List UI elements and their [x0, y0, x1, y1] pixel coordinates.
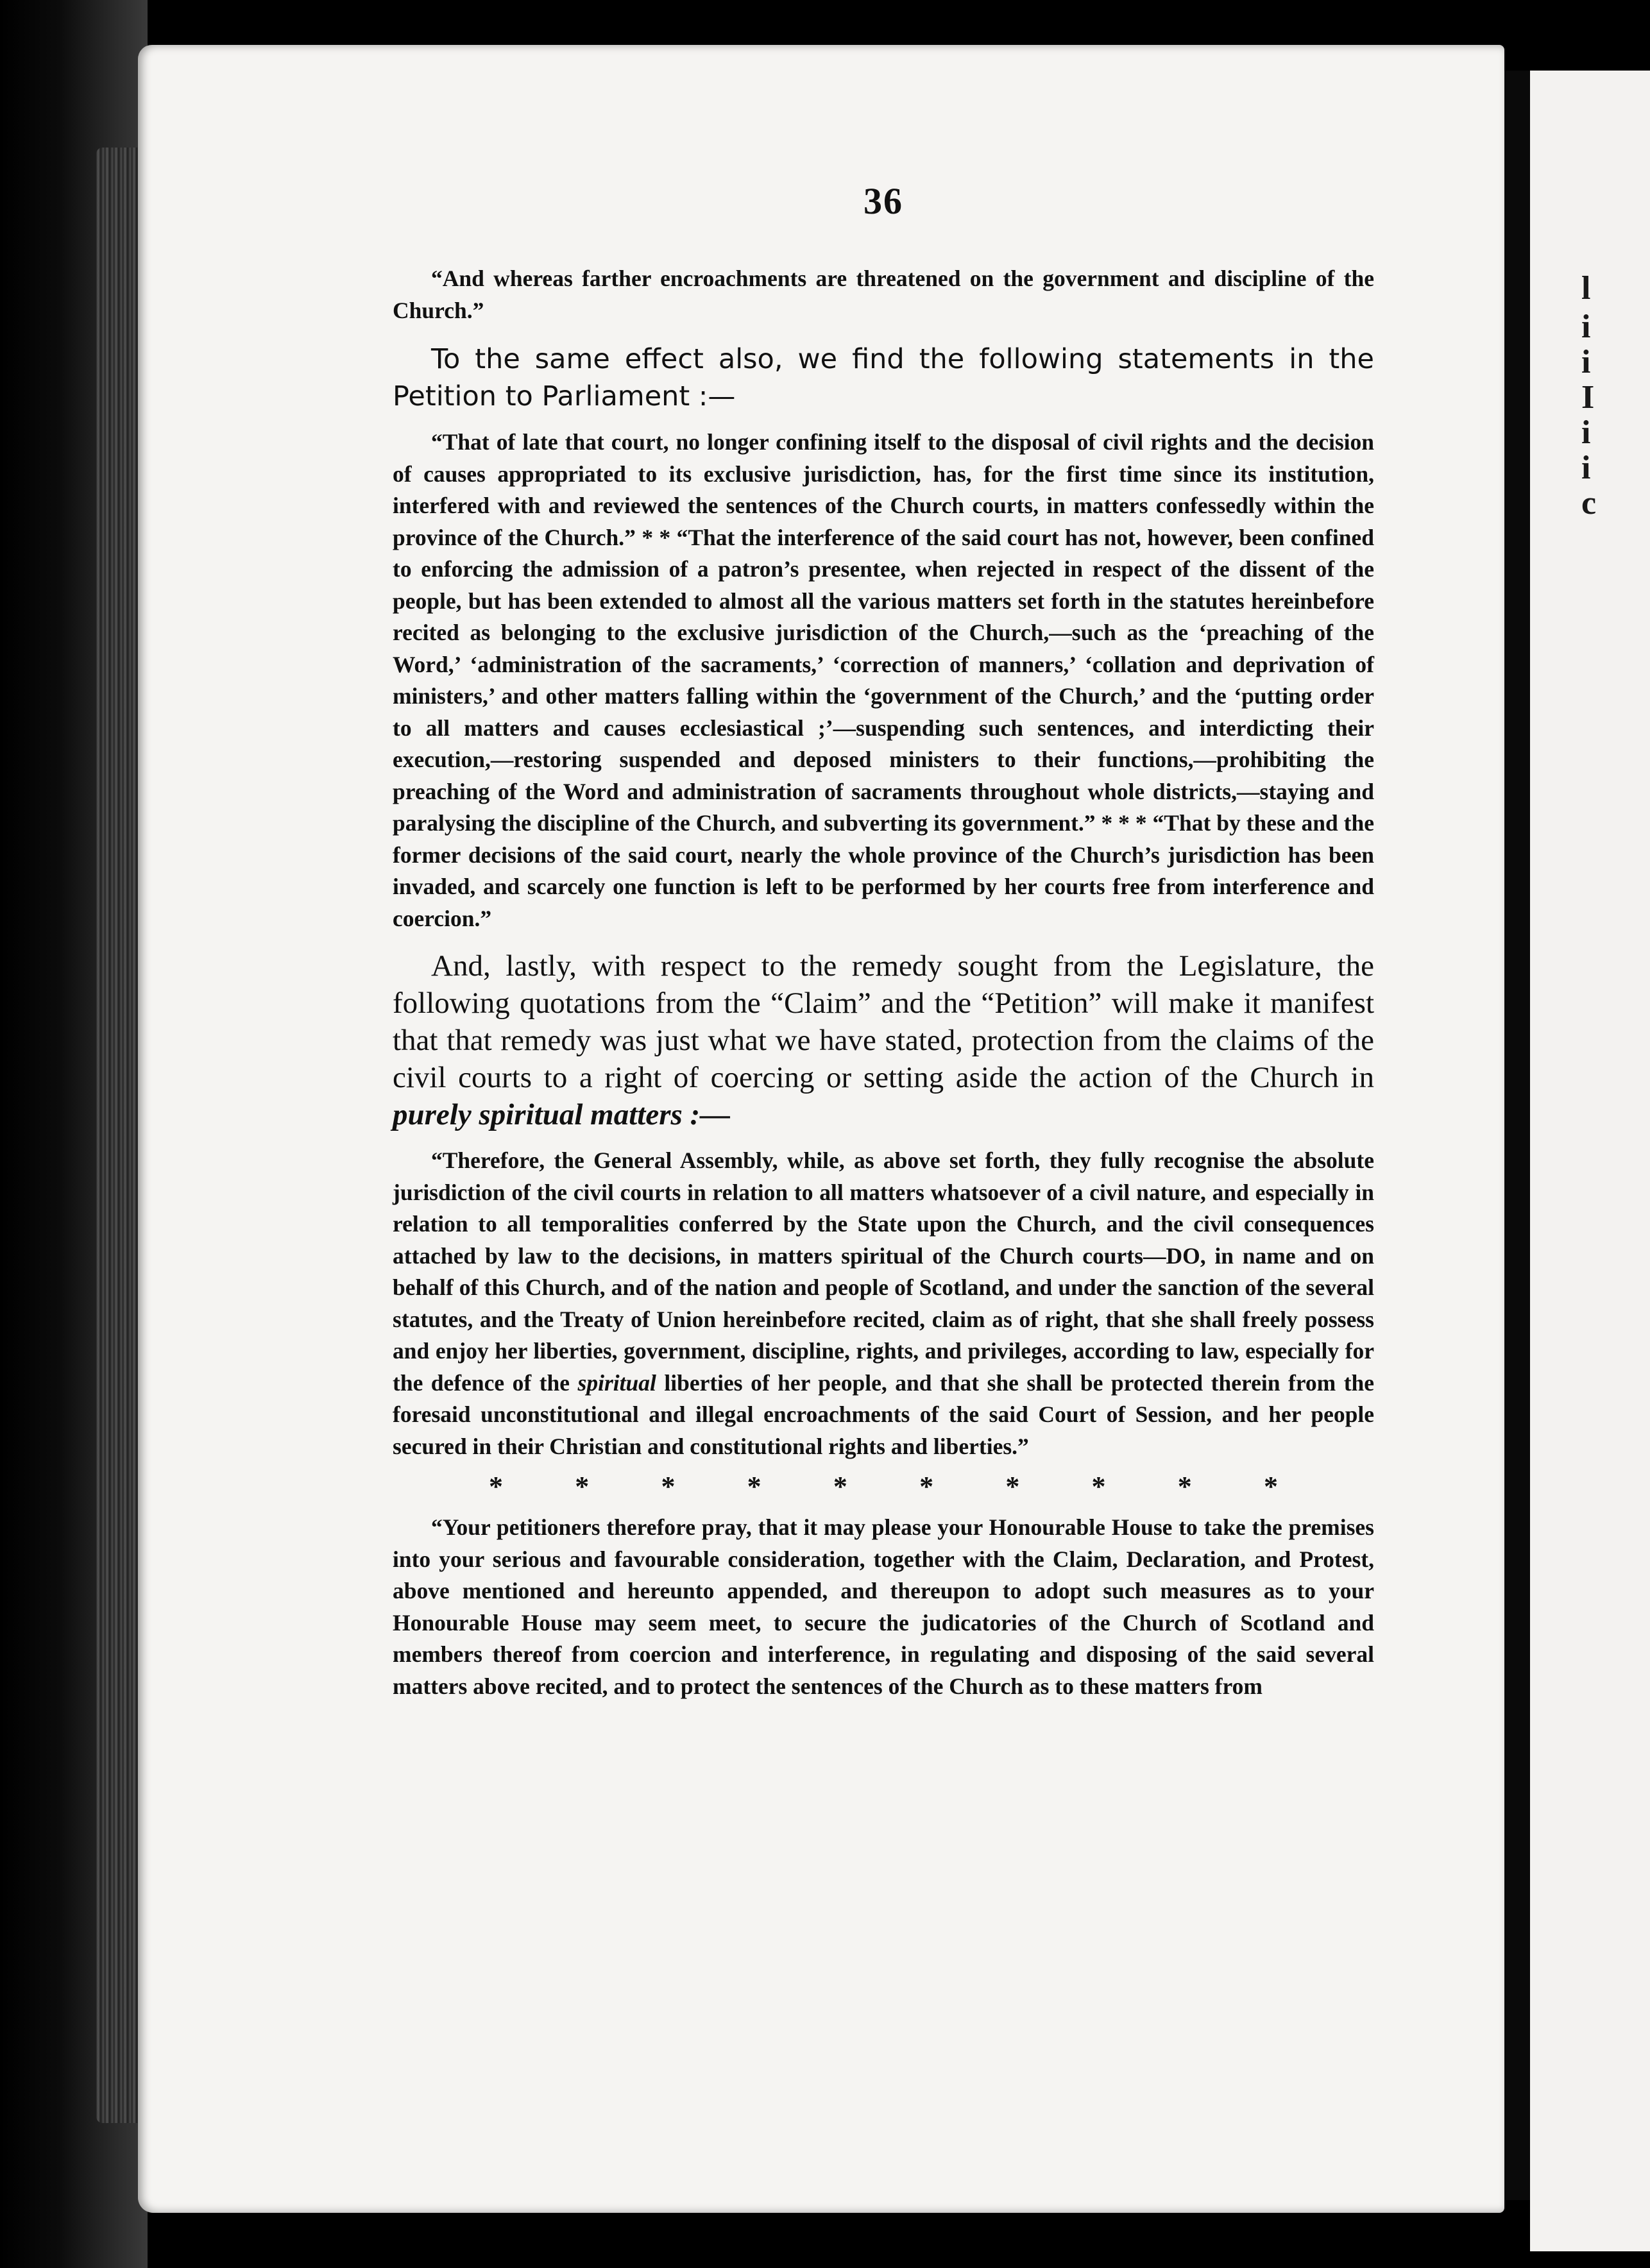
- asterisk: *: [661, 1471, 676, 1502]
- facing-page-char: i: [1581, 414, 1591, 451]
- body-paragraph: [393, 947, 1374, 1133]
- asterisk: *: [575, 1471, 590, 1502]
- quote-text: “Therefore, the General Assembly, while, as above set forth, they fully recognise the absolute jurisdiction of the civil courts in relation to all matters whatsoever of a civil nature, and especially in relation to all temporalities conferred by the State upon the Church, and the civil consequences attached by law to the decisions, in matters spiritual of the Church courts—DO, in name and on behalf of this Church, and of the nation and people of Scotland, and under the sanction of the several statutes, and the Treaty of Union hereinbefore recited, claim as of right, that she shall freely possess and enjoy her liberties, government, discipline, rights, and privileges, according to law, especially for the defence of the: [393, 1147, 1374, 1396]
- facing-page-char: I: [1581, 379, 1595, 416]
- book-gutter: [1504, 71, 1530, 2200]
- emphasis-text: purely spiritual matters :—: [393, 1098, 731, 1131]
- facing-page-char: i: [1581, 309, 1591, 345]
- quote-paragraph: “Your petitioners therefore pray, that it may please your Honourable House to take the premises into your serious and favourable consideration, together with the Claim, Declaration, and Protest, above mentioned and hereunto appended, and thereupon to adopt such measures as to your Honourable House may seem meet, to secure the judicatories of the Church of Scotland and members thereof from coercion and interference, in regulating and disposing of the said several matters above recited, and to protect the sentences of the Church as to these matters from: [393, 1514, 1374, 1699]
- page-number: 36: [863, 180, 903, 222]
- text-column: [393, 263, 1374, 1702]
- asterisk: *: [1091, 1471, 1106, 1502]
- quote-paragraph: “That of late that court, no longer confining itself to the disposal of civil rights and the decision of causes appropriated to its exclusive jurisdiction, has, for the first time since its institution, interfered with and reviewed the sentences of the Church courts, in matters confessedly within the province of the Church.” * * “That the interference of the said court has not, however, been confined to enforcing the admission of a patron’s presentee, when rejected in respect of the dissent of the people, but has been extended to almost all the various matters set forth in the statutes hereinbefore recited as belonging to the exclusive jurisdiction of the Church,—such as the ‘preaching of the Word,’ ‘administration of the sacraments,’ ‘correction of manners,’ ‘collation and deprivation of ministers,’ and other matters falling within the ‘government of the Church,’ and the ‘putting order to all matters and causes ecclesiastical ;’—suspending such sentences, and interdicting their execution,—restoring suspended and deposed ministers to their functions,—prohibiting the preaching of the Word and administration of sacraments throughout whole districts,—staying and paralysing the discipline of the Church, and subverting its government.” * * * “That by these and the former decisions of the said court, nearly the whole province of the Church’s jurisdiction has been invaded, and scarcely one function is left to be performed by her courts free from interference and coercion.”: [393, 429, 1374, 931]
- quote-text: liberties of her people, and that she shall be protected therein from the foresaid unconstitutional and illegal encroachments of the said Court of Session, and her people secured in their Christian and constitutional rights and liberties.”: [393, 1369, 1375, 1459]
- asterisk: *: [1177, 1471, 1192, 1502]
- asterisk: *: [1263, 1471, 1278, 1502]
- asterisk: *: [833, 1471, 847, 1502]
- emphasis-text: spiritual: [577, 1369, 656, 1396]
- asterisk-separator: [393, 1470, 1374, 1503]
- asterisk: *: [747, 1471, 761, 1502]
- facing-page-char: i: [1581, 450, 1591, 486]
- facing-page-char: l: [1581, 270, 1591, 307]
- facing-page-char: i: [1581, 344, 1591, 380]
- asterisk: *: [1005, 1471, 1020, 1502]
- facing-page-char: c: [1581, 485, 1597, 521]
- asterisk: *: [489, 1471, 503, 1502]
- body-paragraph: To the same effect also, we find the following statements in the Petition to Parliament :—: [393, 343, 1374, 412]
- quote-paragraph: [393, 1145, 1374, 1462]
- quote-paragraph: “And whereas farther encroachments are threatened on the government and discipline of the Church.”: [393, 266, 1374, 323]
- facing-page-fragment: [1530, 71, 1650, 2251]
- asterisk: *: [919, 1471, 934, 1502]
- body-text: And, lastly, with respect to the remedy sought from the Legislature, the following quotations from the “Claim” and the “Petition” will make it manifest that that remedy was just what we have stated, protection from the claims of the civil courts to a right of coercing or setting aside the action of the Church in: [393, 949, 1374, 1094]
